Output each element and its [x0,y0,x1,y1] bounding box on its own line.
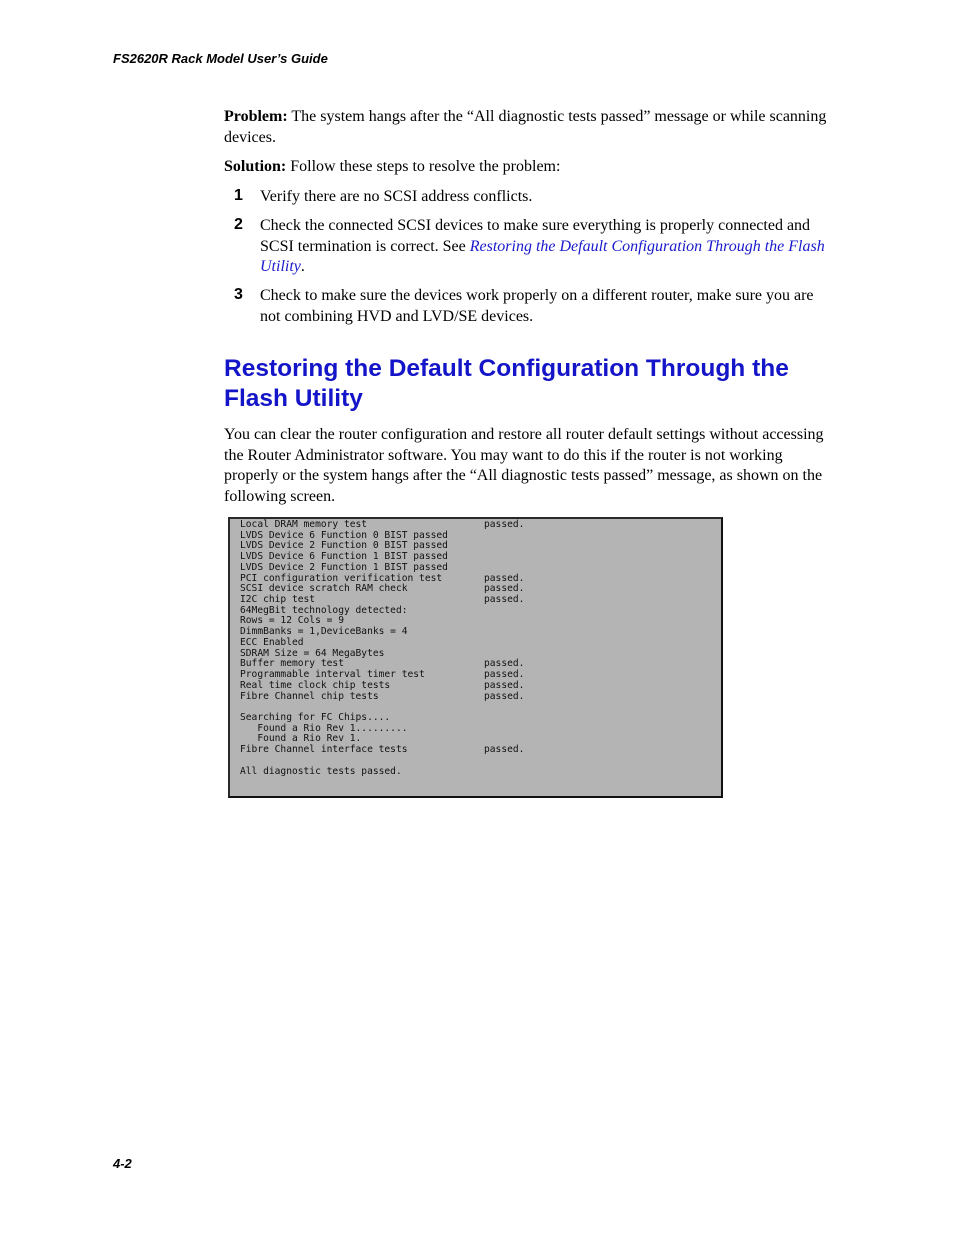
screen-line-label: Found a Rio Rev 1......... [240,722,408,734]
screen-line-label: Fibre Channel chip tests [240,690,379,702]
running-header: FS2620R Rack Model User’s Guide [113,51,328,66]
screen-line-result: passed. [484,690,525,702]
screen-line-label: Rows = 12 Cols = 9 [240,615,344,627]
step-3 [224,286,836,327]
screen-line-result: passed. [484,594,525,606]
screen-line-label: Searching for FC Chips.... [240,711,391,723]
step-number: 3 [234,286,243,303]
screen-line-label: Fibre Channel interface tests [240,744,408,756]
screen-line-label: Local DRAM memory test [240,519,368,530]
step-text [260,216,836,278]
step-number: 1 [234,187,243,204]
screen-line-label: LVDS Device 6 Function 1 BIST passed [240,551,448,563]
screen-line-label: SDRAM Size = 64 MegaBytes [240,647,385,659]
screen-line-label: LVDS Device 2 Function 1 BIST passed [240,561,448,573]
screen-line-result: passed. [484,658,525,670]
screen-line-label: 64MegBit technology detected: [240,604,408,616]
step-text: Check to make sure the devices work properly on a different router, make sure you are not combining HVD and LVD/SE devices. [260,287,814,325]
screen-line-label: Real time clock chip tests [240,679,391,691]
step-1 [224,187,836,208]
screen-line-label: Found a Rio Rev 1. [240,733,362,745]
problem-paragraph [224,107,836,148]
screen-line-label: LVDS Device 6 Function 0 BIST passed [240,529,448,541]
diagnostic-screen [228,517,723,798]
problem-label: Problem: [224,108,288,125]
step-text-after-link: . [300,258,305,275]
screen-line-label: All diagnostic tests passed. [240,765,402,777]
screen-line-result: passed. [484,583,525,595]
screen-line-result: passed. [484,679,525,691]
page-number: 4-2 [113,1156,132,1171]
step-2 [224,216,836,278]
screen-line-label: LVDS Device 2 Function 0 BIST passed [240,540,448,552]
screen-line-label: DimmBanks = 1,DeviceBanks = 4 [240,626,408,638]
section-intro: You can clear the router configuration and restore all router default settings without accessing the Router Administrator software. You may want to do this if the router is not working properly or the system hangs after the “All diagnostic tests passed” message, as shown on the following screen. [224,426,824,505]
step-text-before-link: Check the connected SCSI devices to make sure everything is properly connected and SCSI termination is correct. See [260,217,811,255]
screen-line-label: I2C chip test [240,594,316,606]
solution-label: Solution: [224,158,287,175]
section-heading: Restoring the Default Configuration Through the Flash Utility [224,355,789,412]
step-number: 2 [234,216,243,233]
screen-line-result: passed. [484,519,525,530]
screen-line-label: ECC Enabled [240,636,304,648]
screen-line-result: passed. [484,669,525,681]
screen-line-result: passed. [484,572,525,584]
screen-line-result: passed. [484,744,525,756]
screen-line-label: Buffer memory test [240,658,344,670]
solution-paragraph [224,157,836,178]
solution-text: Follow these steps to resolve the problem: [286,158,561,175]
cross-reference-link[interactable]: Restoring the Default Configuration Through the Flash Utility [260,237,825,275]
screen-line-label: Programmable interval timer test [240,669,425,681]
screen-line-label: SCSI device scratch RAM check [240,583,408,595]
step-text: Verify there are no SCSI address conflicts. [260,188,533,205]
problem-text: The system hangs after the “All diagnostic tests passed” message or while scanning devices. [224,108,827,146]
screen-line-label: PCI configuration verification test [240,572,443,584]
